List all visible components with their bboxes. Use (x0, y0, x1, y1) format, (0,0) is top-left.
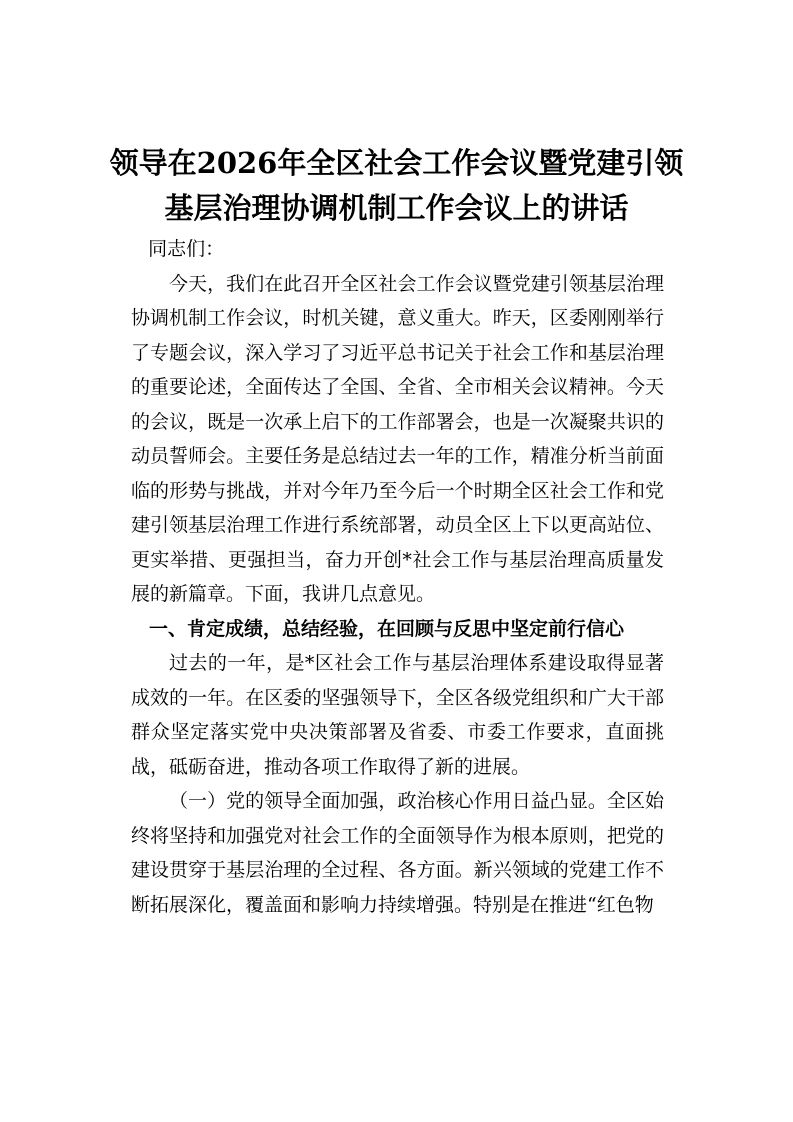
paragraph-party-leadership (131, 784, 664, 922)
paragraph-party-leadership-text: 全区始终将坚持和加强党对社会工作的全面领导作为根本原则，把党的建设贯穿于基层治理的全过程、各方面。新兴领域的党建工作不断拓展深化，覆盖面和影响力持续增强。特别是在推进“红色物 (131, 790, 664, 916)
document-title-line1: 领导在2026年全区社会工作会议暨党建引领 (109, 146, 684, 180)
paragraph-review: 过去的一年，是*区社会工作与基层治理体系建设取得显著成效的一年。在区委的坚强领导下，全区各级党组织和广大干部群众坚定落实党中央决策部署及省委、市委工作要求，直面挑战，砥砺奋进，推动各项工作取得了新的进展。 (131, 652, 664, 778)
salutation: 同志们： (148, 238, 225, 260)
paragraph-opening: 今天，我们在此召开全区社会工作会议暨党建引领基层治理协调机制工作会议，时机关键，意义重大。昨天，区委刚刚举行了专题会议，深入学习了习近平总书记关于社会工作和基层治理的重要论述，全面传达了全国、全省、全市相关会议精神。今天的会议，既是一次承上启下的工作部署会，也是一次凝聚共识的动员誓师会。主要任务是总结过去一年的工作，精准分析当前面临的形势与挑战，并对今年乃至今后一个时期全区社会工作和党建引领基层治理工作进行系统部署，动员全区上下以更高站位、更实举措、更强担当，奋力开创*社会工作与基层治理高质量发展的新篇章。下面，我讲几点意见。 (131, 272, 664, 605)
document-title-line2: 基层治理协调机制工作会议上的讲话 (164, 191, 629, 225)
subsection-heading-1: （一）党的领导全面加强，政治核心作用日益凸显。 (169, 790, 607, 812)
section-heading-1: 一、肯定成绩，总结经验，在回顾与反思中坚定前行信心 (149, 617, 625, 640)
document-body (131, 232, 664, 922)
